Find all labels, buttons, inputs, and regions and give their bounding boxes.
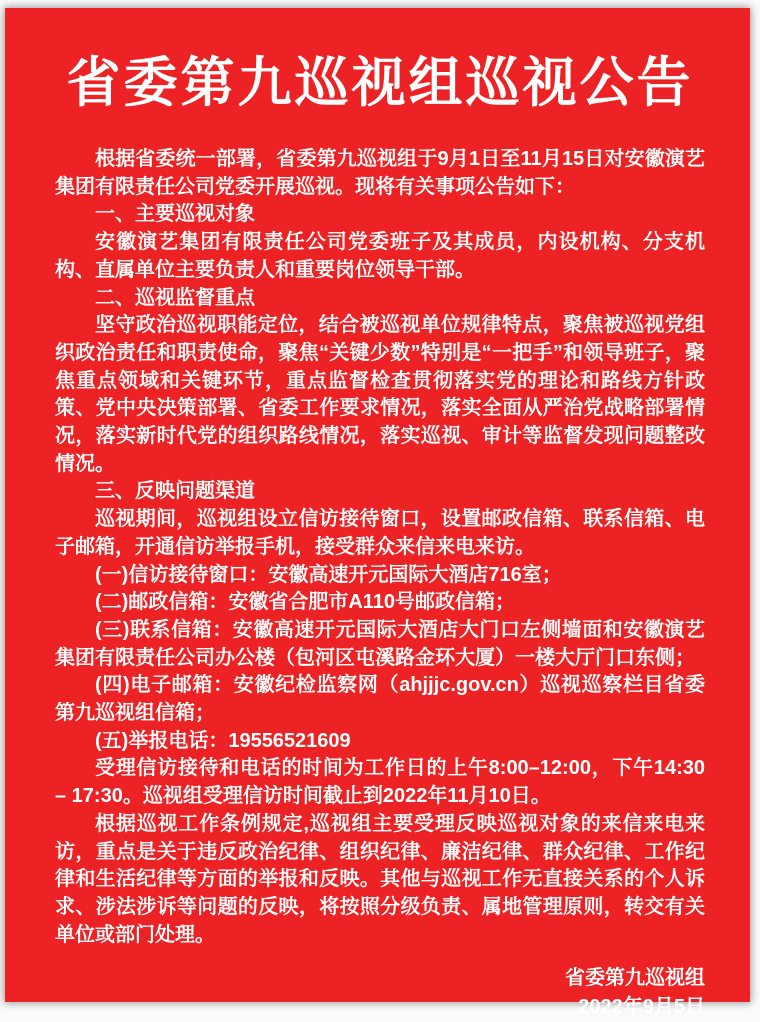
paragraph-scope: 根据巡视工作条例规定,巡视组主要受理反映巡视对象的来信来电来访，重点是关于违反政治纪律、组织纪律、廉洁纪律、群众纪律、工作纪律和生活纪律等方面的举报和反映。其他与巡视工作无直接关系的个人诉求、涉法涉诉等问题的反映，将按照分级负责、属地管理原则，转交有关单位或部门处理。 — [55, 812, 705, 946]
channel-item-hotline: (五)举报电话：19556521609 — [95, 729, 351, 752]
signature-org: 省委第九巡视组 — [565, 967, 705, 990]
inspection-notice-poster — [5, 8, 750, 1019]
channel-item-visit-window: (一)信访接待窗口：安徽高速开元国际大酒店716室； — [95, 563, 562, 586]
intro-paragraph: 根据省委统一部署，省委第九巡视组于9月1日至11月15日对安徽演艺集团有限责任公司党委开展巡视。现将有关事项公告如下： — [55, 148, 705, 198]
paragraph-office-hours: 受理信访接待和电话的时间为工作日的上午8:00–12:00，下午14:30 – 17:30。巡视组受理信访时间截止到2022年11月10日。 — [55, 757, 705, 808]
section-heading-channels: 三、反映问题渠道 — [95, 480, 255, 503]
paragraph-channels-intro: 巡视期间，巡视组设立信访接待窗口，设置邮政信箱、联系信箱、电子邮箱，开通信访举报手机，接受群众来信来电来访。 — [55, 508, 705, 558]
notice-body — [55, 146, 705, 949]
paragraph-focus: 坚守政治巡视职能定位，结合被巡视单位规律特点，聚焦被巡视党组织政治责任和职责使命，聚焦“关键少数”特别是“一把手”和领导班子，聚焦重点领域和关键环节，重点监督检查贯彻落实党的理论和路线方针政策、党中央决策部署、省委工作要求情况，落实全面从严治党战略部署情况，落实新时代党的组织路线情况，落实巡视、审计等监督发现问题整改情况。 — [55, 314, 705, 475]
channel-item-contact-box: (三)联系信箱：安徽高速开元国际大酒店大门口左侧墙面和安徽演艺集团有限责任公司办公楼（包河区屯溪路金环大厦）一楼大厅门口东侧； — [55, 618, 705, 669]
signature-block — [55, 964, 705, 1022]
notice-title: 省委第九巡视组巡视公告 — [66, 50, 694, 114]
channel-item-email: (四)电子邮箱：安徽纪检监察网（ahjjjc.gov.cn）巡视巡察栏目省委第九巡视组信箱； — [55, 674, 705, 725]
signature-date: 2022年9月5日 — [578, 996, 705, 1019]
section-heading-targets: 一、主要巡视对象 — [95, 203, 255, 226]
paragraph-targets: 安徽演艺集团有限责任公司党委班子及其成员，内设机构、分支机构、直属单位主要负责人和重要岗位领导干部。 — [55, 231, 705, 281]
section-heading-focus: 二、巡视监督重点 — [95, 286, 255, 309]
channel-item-postal-box: (二)邮政信箱：安徽省合肥市A110号邮政信箱； — [95, 591, 516, 614]
